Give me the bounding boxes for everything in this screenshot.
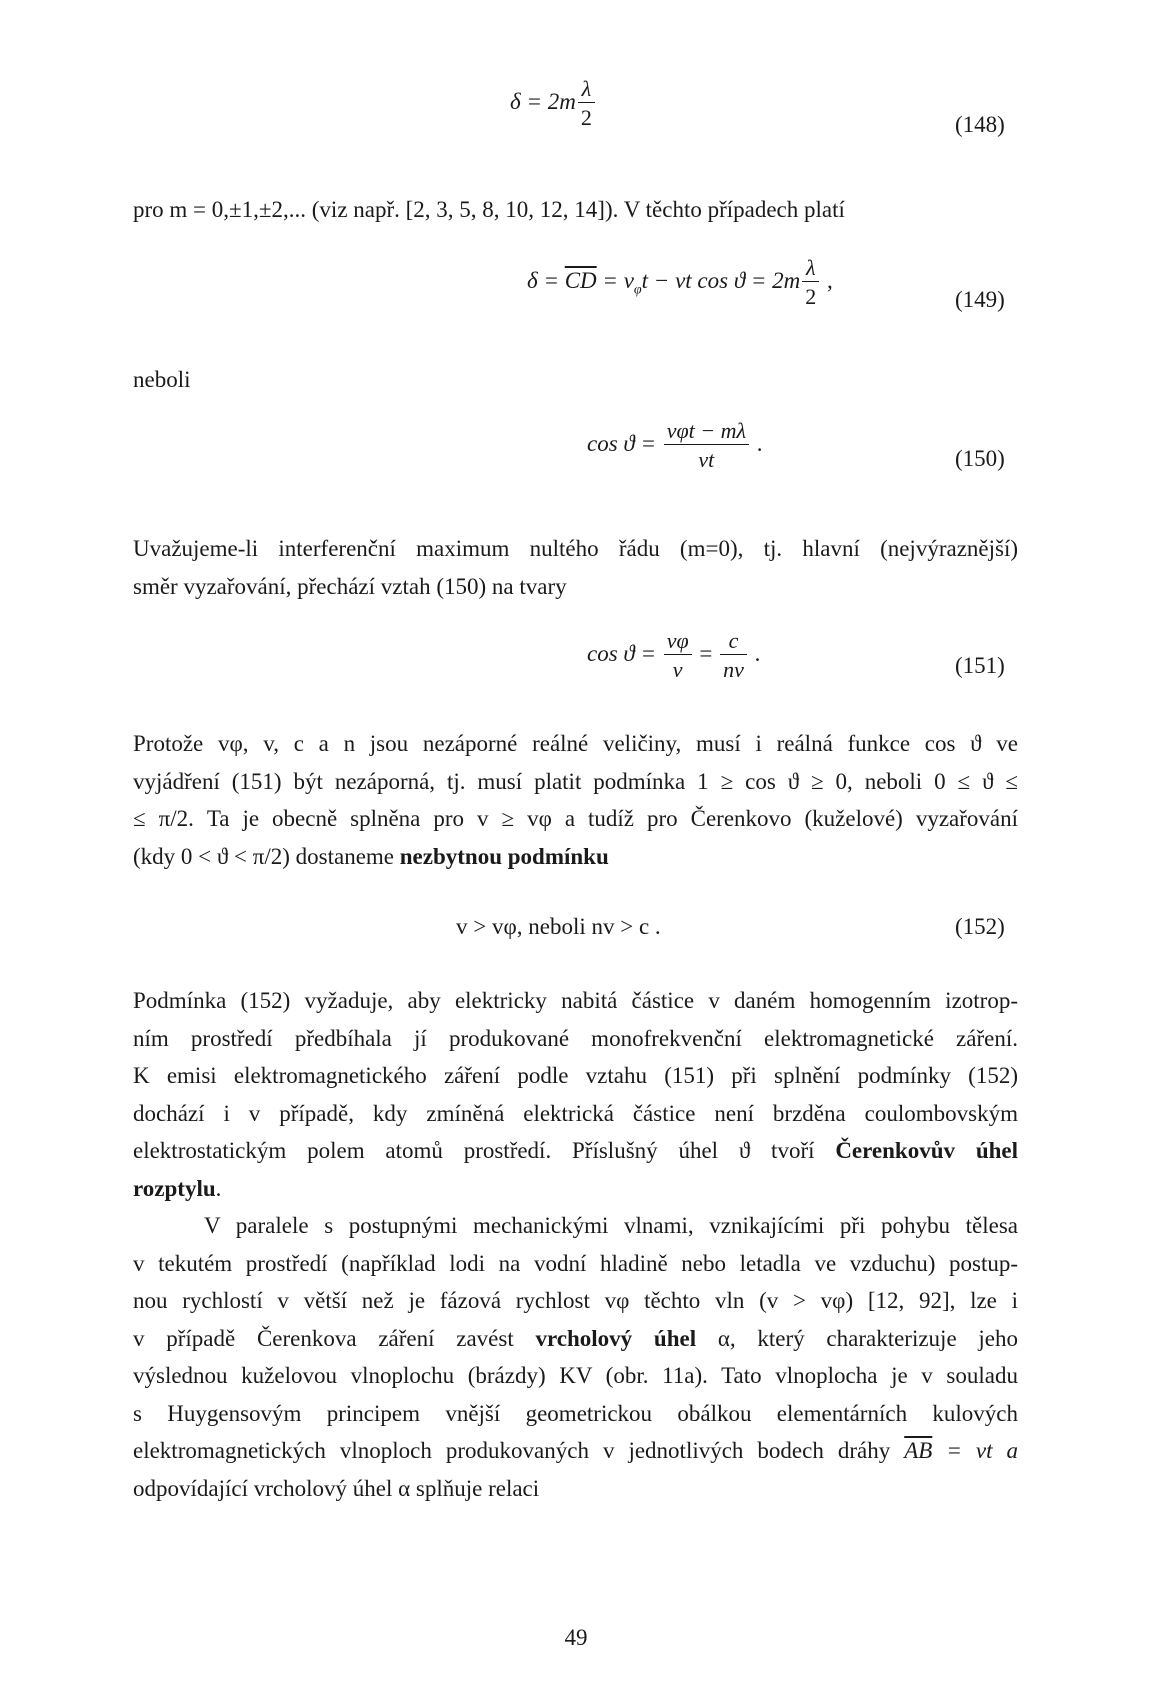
equation-149-sub: φ bbox=[633, 282, 642, 298]
paragraph-4-line-1: V paralele s postupnými mechanickými vlnami, vznikajícími při pohybu tělesa bbox=[204, 1213, 1018, 1238]
equation-150-lhs: cos ϑ = bbox=[587, 430, 662, 456]
paragraph-4-line-4-tail: α, který charakterizuje jeho bbox=[696, 1325, 1018, 1351]
paragraph-4-line-7-ab: $\overline{AB}$ bbox=[904, 1438, 933, 1463]
paragraph-2-line-4 bbox=[133, 838, 1018, 876]
text-pro-line: pro m = 0,±1,±2,... (viz např. [2, 3, 5, 8, 10, 12, 14]). V těchto případech platí bbox=[133, 197, 845, 222]
equation-148-number: (148) bbox=[955, 112, 1005, 137]
paragraph-3-line-6-text: . bbox=[215, 1175, 222, 1201]
paragraph-2-line-2: vyjádření (151) být nezáporná, tj. musí platit podmínka 1 ≥ cos ϑ ≥ 0, neboli 0 ≤ ϑ ≤ bbox=[133, 768, 1018, 794]
equation-149-tail: , bbox=[821, 267, 833, 293]
paragraph-4-line-7 bbox=[133, 1432, 1018, 1470]
equation-151-denominator-1: v bbox=[672, 657, 683, 682]
paragraph-3-line-1: Podmínka (152) vyžaduje, aby elektricky nabitá částice v daném homogenním izotrop- bbox=[133, 988, 1018, 1013]
paragraph-2-line-1: Protože vφ, v, c a n jsou nezáporné reálné veličiny, musí i reálná funkce cos ϑ ve bbox=[133, 731, 1018, 756]
equation-151-fraction-1 bbox=[664, 630, 692, 681]
paragraph-4-line-4-bold: vrcholový úhel bbox=[535, 1325, 697, 1351]
paragraph-4-line-8: odpovídající vrcholový úhel α splňuje relaci bbox=[133, 1475, 540, 1501]
equation-151-numerator-2: c bbox=[720, 630, 747, 655]
paragraph-3-line-6-bold: rozptylu bbox=[133, 1175, 216, 1201]
paragraph-3-line-5-text: elektrostatickým polem atomů prostředí. Příslušný úhel ϑ tvoří bbox=[133, 1138, 836, 1163]
page-number: 49 bbox=[564, 1625, 588, 1650]
equation-151-lhs: cos ϑ = bbox=[587, 640, 662, 666]
equation-149-denominator: 2 bbox=[805, 284, 817, 309]
paragraph-4-line-5: výslednou kuželovou vlnoplochu (brázdy) KV (obr. 11a). Tato vlnoplocha je v souladu bbox=[133, 1363, 1018, 1388]
paragraph-3-line-3: K emisi elektromagnetického záření podle vztahu (151) při splnění podmínky (152) bbox=[133, 1063, 1018, 1088]
equation-150-fraction bbox=[664, 420, 749, 471]
paragraph-1 bbox=[133, 530, 1018, 605]
equation-151-numerator-1: vφ bbox=[664, 630, 692, 655]
equation-152-number: (152) bbox=[955, 914, 1005, 939]
equation-149-fraction bbox=[802, 257, 819, 308]
equation-150-number: (150) bbox=[955, 446, 1005, 471]
equation-149-cd: $\overline{CD}$ bbox=[564, 267, 597, 293]
equation-149 bbox=[527, 257, 833, 308]
paragraph-3-line-2: ním prostředí předbíhala jí produkované monofrekvenční elektromagnetické záření. bbox=[133, 1025, 1018, 1051]
paragraph-1-line-1: Uvažujeme-li interferenční maximum nultého řádu (m=0), tj. hlavní (nejvýraznější) bbox=[133, 536, 1018, 561]
text-neboli: neboli bbox=[133, 367, 191, 392]
equation-151-fraction-2 bbox=[720, 630, 747, 681]
equation-150-tail: . bbox=[751, 430, 763, 456]
paragraph-4-line-3: nou rychlostí v větší než je fázová rychlost vφ těchto vln (v > vφ) [12, 92], lze i bbox=[133, 1288, 1018, 1313]
equation-148 bbox=[510, 78, 597, 129]
paragraph-2 bbox=[133, 725, 1018, 875]
paragraph-3-line-6 bbox=[133, 1170, 1018, 1208]
equation-148-fraction bbox=[578, 78, 595, 129]
paragraph-4-line-2: v tekutém prostředí (například lodi na vodní hladině nebo letadla ve vzduchu) postup- bbox=[133, 1250, 1018, 1276]
equation-152: v > vφ, neboli nv > c . bbox=[456, 914, 661, 939]
paragraph-4-line-4 bbox=[133, 1320, 1018, 1358]
paragraph-3-line-4: dochází i v případě, kdy zmíněná elektrická částice není brzděna coulombovským bbox=[133, 1100, 1018, 1126]
equation-149-number: (149) bbox=[955, 287, 1005, 312]
paragraph-2-line-3: ≤ π/2. Ta je obecně splněna pro v ≥ vφ a tudíž pro Čerenkovo (kuželové) vyzařování bbox=[133, 806, 1018, 831]
equation-151-number: (151) bbox=[955, 653, 1005, 678]
paragraph-3 bbox=[133, 982, 1018, 1207]
paragraph-2-line-4-bold: nezbytnou podmínku bbox=[399, 843, 609, 869]
paragraph-4-line-6: s Huygensovým principem vnější geometrickou obálkou elementárních kulových bbox=[133, 1400, 1018, 1426]
equation-151-tail: . bbox=[748, 640, 761, 666]
paragraph-3-line-5 bbox=[133, 1132, 1018, 1170]
equation-148-denominator: 2 bbox=[580, 105, 592, 130]
equation-149-rest: t − vt cos ϑ = 2m bbox=[641, 267, 801, 293]
equation-148-lhs: δ = 2m bbox=[510, 88, 576, 114]
equation-151-eq: = bbox=[693, 640, 719, 666]
equation-149-numerator: λ bbox=[802, 257, 819, 282]
paragraph-3-line-5-bold: Čerenkovův úhel bbox=[835, 1138, 1018, 1163]
equation-150 bbox=[587, 420, 763, 471]
equation-148-numerator: λ bbox=[578, 78, 595, 103]
paragraph-2-line-4-text: (kdy 0 < ϑ < π/2) dostaneme bbox=[133, 843, 400, 869]
equation-150-numerator: vφt − mλ bbox=[664, 420, 749, 445]
equation-149-lhs: δ = bbox=[527, 267, 565, 293]
equation-149-mid: = v bbox=[596, 267, 634, 293]
equation-151-denominator-2: nv bbox=[723, 657, 744, 682]
paragraph-4-line-4-text: v případě Čerenkova záření zavést bbox=[133, 1325, 536, 1351]
paragraph-4-line-7-tail: = vt a bbox=[932, 1438, 1018, 1463]
paragraph-1-line-2: směr vyzařování, přechází vztah (150) na tvary bbox=[133, 573, 567, 599]
equation-150-denominator: vt bbox=[698, 447, 715, 472]
paragraph-4-line-7-text: elektromagnetických vlnoploch produkovaných v jednotlivých bodech dráhy bbox=[133, 1438, 905, 1463]
equation-151 bbox=[587, 630, 760, 681]
paragraph-4 bbox=[133, 1207, 1018, 1507]
